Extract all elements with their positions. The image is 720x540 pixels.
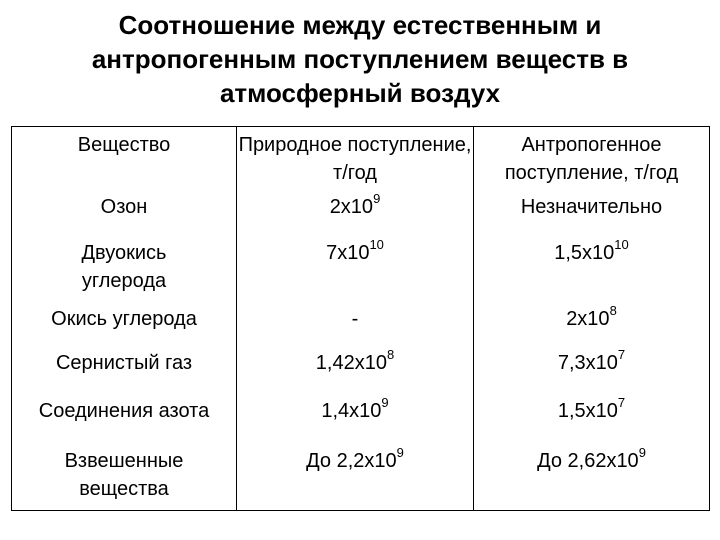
title-line: антропогенным поступлением веществ в [91, 44, 629, 74]
table-row [12, 397, 710, 447]
table-row [12, 305, 710, 349]
substances-table [11, 126, 710, 511]
cell-natural: $2x10^9$ [237, 193, 474, 239]
title-line: атмосферный воздух [219, 78, 501, 108]
cell-natural: $7x10^{10}$ [237, 239, 474, 305]
cell-substance: Взвешенные вещества [12, 447, 237, 511]
table-row [12, 239, 710, 305]
cell-substance: Двуокись углерода [12, 239, 237, 305]
title-line: Соотношение между естественным и [118, 10, 602, 40]
table-header-row [12, 127, 710, 193]
cell-natural: $1,42x10^8$ [237, 349, 474, 397]
cell-anthropogenic: Незначительно [474, 193, 710, 239]
cell-anthropogenic: $2x10^8$ [474, 305, 710, 349]
cell-anthropogenic: $1,5x10^7$ [474, 397, 710, 447]
cell-substance: Окись углерода [12, 305, 237, 349]
table-row [12, 349, 710, 397]
cell-anthropogenic: До $2,62x10^9$ [474, 447, 710, 511]
cell-substance: Соединения азота [12, 397, 237, 447]
cell-natural: До $2,2x10^9$ [237, 447, 474, 511]
header-anthropogenic: Антропогенное поступление, т/год [474, 127, 710, 193]
header-natural: Природное поступление, т/год [237, 127, 474, 193]
page-title [40, 8, 680, 110]
header-substance: Вещество [12, 127, 237, 193]
cell-anthropogenic: $7,3x10^7$ [474, 349, 710, 397]
cell-natural: $1,4x10^9$ [237, 397, 474, 447]
table-row [12, 447, 710, 511]
cell-natural: - [237, 305, 474, 349]
cell-substance: Озон [12, 193, 237, 239]
cell-substance: Сернистый газ [12, 349, 237, 397]
cell-anthropogenic: $1,5x10^{10}$ [474, 239, 710, 305]
table-row [12, 193, 710, 239]
